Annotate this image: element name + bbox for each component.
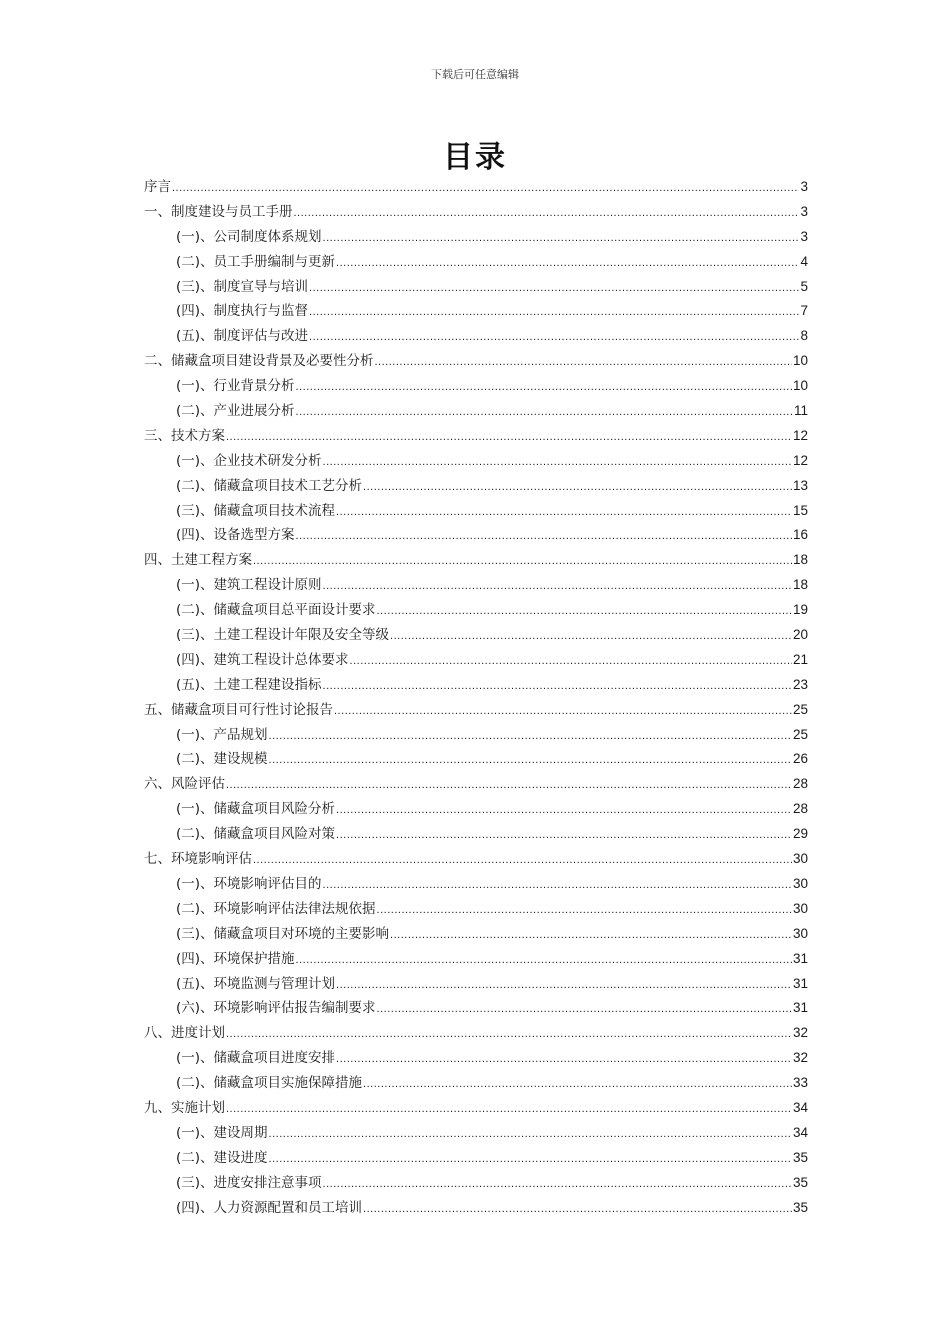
toc-entry-text: 二、储藏盒项目建设背景及必要性分析: [144, 353, 374, 370]
toc-page-number: 34: [792, 1099, 808, 1115]
toc-entry[interactable]: [144, 275, 808, 300]
toc-entry[interactable]: [144, 947, 808, 972]
toc-dot-leader: [269, 724, 792, 748]
toc-entry-text: 六、风险评估: [144, 776, 225, 793]
toc-entry-text: (五)、环境监测与管理计划: [176, 975, 336, 992]
toc-dot-leader: [269, 1122, 792, 1146]
toc-page-number: 34: [792, 1124, 808, 1140]
toc-dot-leader: [296, 524, 792, 548]
toc-page-number: 29: [792, 826, 808, 842]
toc-dot-leader: [309, 276, 799, 300]
toc-page-number: 30: [792, 900, 808, 916]
toc-page-number: 35: [792, 1174, 808, 1190]
toc-entry[interactable]: [144, 1171, 808, 1196]
toc-dot-leader: [172, 176, 799, 200]
toc-dot-leader: [269, 1147, 792, 1171]
toc-entry[interactable]: [144, 673, 808, 698]
toc-entry-text: (二)、储藏盒项目风险对策: [176, 826, 336, 843]
toc-dot-leader: [323, 450, 792, 474]
toc-entry[interactable]: [144, 1046, 808, 1071]
toc-entry-text: (二)、储藏盒项目技术工艺分析: [176, 477, 363, 494]
toc-entry[interactable]: [144, 996, 808, 1021]
toc-entry-text: (一)、储藏盒项目进度安排: [176, 1050, 336, 1067]
toc-page-number: 31: [792, 975, 808, 991]
toc-entry-text: 序言: [144, 179, 171, 195]
toc-page-number: 11: [793, 403, 808, 419]
toc-page-number: 3: [800, 203, 808, 219]
toc-dot-leader: [336, 1047, 792, 1071]
toc-entry[interactable]: [144, 499, 808, 524]
toc-dot-leader: [377, 599, 792, 623]
toc-entry-text: (二)、环境影响评估法律法规依据: [176, 900, 376, 917]
toc-entry-text: (五)、制度评估与改进: [176, 328, 309, 345]
toc-dot-leader: [336, 251, 799, 275]
toc-entry-text: (一)、储藏盒项目风险分析: [176, 801, 336, 818]
toc-entry[interactable]: [144, 698, 808, 723]
toc-dot-leader: [269, 748, 792, 772]
toc-page-number: 3: [800, 179, 808, 194]
toc-dot-leader: [377, 898, 792, 922]
toc-entry-text: (四)、建筑工程设计总体要求: [176, 651, 349, 668]
toc-entry[interactable]: [144, 847, 808, 872]
toc-entry[interactable]: [144, 399, 808, 424]
toc-entry-text: (一)、行业背景分析: [176, 378, 295, 395]
toc-entry[interactable]: [144, 747, 808, 772]
toc-entry-text: (二)、储藏盒项目总平面设计要求: [176, 602, 376, 619]
toc-page-number: 3: [800, 228, 808, 244]
table-of-contents: [144, 175, 808, 1220]
toc-page-number: 26: [792, 751, 808, 767]
toc-dot-leader: [363, 1197, 792, 1221]
toc-page-number: 20: [792, 627, 808, 643]
toc-entry[interactable]: [144, 897, 808, 922]
toc-entry[interactable]: [144, 972, 808, 997]
toc-page-number: 25: [792, 701, 808, 717]
toc-entry[interactable]: [144, 299, 808, 324]
toc-entry[interactable]: [144, 548, 808, 573]
toc-entry-text: (三)、制度宣导与培训: [176, 278, 309, 295]
toc-entry-text: (二)、储藏盒项目实施保障措施: [176, 1075, 363, 1092]
toc-entry-text: (一)、公司制度体系规划: [176, 228, 322, 245]
toc-dot-leader: [296, 948, 792, 972]
toc-page-number: 5: [800, 278, 808, 294]
toc-dot-leader: [336, 500, 792, 524]
toc-entry-text: 七、环境影响评估: [144, 851, 252, 868]
toc-entry-text: 五、储藏盒项目可行性讨论报告: [144, 701, 333, 718]
toc-title: 目录: [443, 140, 507, 175]
toc-page-number: 10: [792, 353, 808, 369]
toc-entry[interactable]: [144, 349, 808, 374]
toc-page-number: 7: [800, 303, 808, 319]
toc-page-number: 12: [792, 452, 808, 468]
toc-dot-leader: [226, 1022, 792, 1046]
toc-page-number: 13: [792, 477, 808, 493]
toc-entry[interactable]: [144, 922, 808, 947]
toc-page-number: 32: [792, 1050, 808, 1066]
toc-page-number: 33: [792, 1075, 808, 1091]
toc-page-number: 18: [792, 552, 808, 568]
toc-entry-text: (三)、进度安排注意事项: [176, 1174, 322, 1191]
toc-dot-leader: [336, 973, 792, 997]
toc-entry-text: (三)、土建工程设计年限及安全等级: [176, 627, 390, 644]
toc-dot-leader: [377, 997, 792, 1021]
toc-page-number: 19: [792, 602, 808, 618]
toc-page-number: 21: [792, 651, 808, 667]
toc-dot-leader: [253, 848, 792, 872]
toc-page-number: 35: [792, 1149, 808, 1165]
toc-entry-text: (四)、环境保护措施: [176, 950, 295, 967]
toc-entry[interactable]: [144, 449, 808, 474]
toc-entry-text: (四)、人力资源配置和员工培训: [176, 1199, 363, 1216]
toc-page-number: 18: [792, 577, 808, 593]
toc-entry[interactable]: [144, 1096, 808, 1121]
toc-entry-text: (五)、土建工程建设指标: [176, 676, 322, 693]
toc-entry-text: (二)、产业进展分析: [176, 403, 295, 420]
toc-dot-leader: [336, 798, 792, 822]
toc-entry[interactable]: [144, 175, 808, 200]
toc-page-number: 30: [792, 851, 808, 867]
toc-entry-text: (一)、环境影响评估目的: [176, 875, 322, 892]
toc-entry[interactable]: [144, 1146, 808, 1171]
toc-entry-text: (三)、储藏盒项目技术流程: [176, 502, 336, 519]
toc-entry[interactable]: [144, 374, 808, 399]
toc-dot-leader: [363, 1072, 792, 1096]
toc-entry-text: 九、实施计划: [144, 1099, 225, 1116]
toc-page-number: 28: [792, 801, 808, 817]
toc-entry[interactable]: [144, 474, 808, 499]
toc-entry[interactable]: [144, 797, 808, 822]
toc-dot-leader: [336, 823, 792, 847]
toc-page-number: 30: [792, 875, 808, 891]
toc-dot-leader: [323, 1172, 792, 1196]
toc-entry-text: 一、制度建设与员工手册: [144, 203, 293, 220]
toc-entry-text: (三)、储藏盒项目对环境的主要影响: [176, 925, 390, 942]
toc-entry-text: (二)、建设规模: [176, 751, 268, 768]
toc-dot-leader: [294, 201, 800, 225]
toc-entry-text: (二)、建设进度: [176, 1149, 268, 1166]
toc-dot-leader: [323, 574, 792, 598]
toc-page-number: 16: [792, 527, 808, 543]
toc-entry-text: (一)、企业技术研发分析: [176, 452, 322, 469]
toc-entry[interactable]: [144, 623, 808, 648]
toc-entry[interactable]: [144, 648, 808, 673]
toc-entry[interactable]: [144, 523, 808, 548]
toc-dot-leader: [323, 226, 800, 250]
toc-dot-leader: [226, 1097, 792, 1121]
toc-entry-text: 三、技术方案: [144, 427, 225, 444]
toc-page-number: 35: [792, 1199, 808, 1215]
toc-entry[interactable]: [144, 1196, 808, 1221]
toc-entry-text: (一)、建筑工程设计原则: [176, 577, 322, 594]
toc-page-number: 23: [792, 676, 808, 692]
toc-entry[interactable]: [144, 573, 808, 598]
toc-dot-leader: [226, 773, 792, 797]
toc-entry[interactable]: [144, 822, 808, 847]
toc-dot-leader: [253, 549, 792, 573]
toc-dot-leader: [350, 649, 792, 673]
toc-entry[interactable]: [144, 200, 808, 225]
toc-dot-leader: [390, 923, 792, 947]
toc-entry[interactable]: [144, 1071, 808, 1096]
toc-page-number: 25: [792, 726, 808, 742]
toc-dot-leader: [309, 325, 799, 349]
toc-entry-text: (二)、员工手册编制与更新: [176, 253, 336, 270]
toc-dot-leader: [323, 873, 792, 897]
toc-entry[interactable]: [144, 324, 808, 349]
toc-page-number: 30: [792, 925, 808, 941]
toc-page-number: 28: [792, 776, 808, 792]
toc-entry-text: (一)、产品规划: [176, 726, 268, 743]
toc-page-number: 15: [792, 502, 808, 518]
toc-dot-leader: [323, 674, 792, 698]
toc-dot-leader: [309, 300, 799, 324]
toc-dot-leader: [226, 425, 792, 449]
toc-page-number: 10: [792, 378, 808, 394]
toc-dot-leader: [375, 350, 792, 374]
toc-entry[interactable]: [144, 872, 808, 897]
toc-page-number: 31: [792, 1000, 808, 1016]
toc-entry[interactable]: [144, 424, 808, 449]
toc-entry-text: 四、土建工程方案: [144, 552, 252, 569]
toc-entry-text: (四)、设备选型方案: [176, 527, 295, 544]
toc-entry[interactable]: [144, 598, 808, 623]
toc-entry[interactable]: [144, 723, 808, 748]
toc-page-number: 8: [800, 328, 808, 344]
toc-dot-leader: [390, 624, 792, 648]
toc-entry[interactable]: [144, 250, 808, 275]
toc-entry-text: (四)、制度执行与监督: [176, 303, 309, 320]
toc-entry[interactable]: [144, 225, 808, 250]
toc-entry[interactable]: [144, 1021, 808, 1046]
toc-entry[interactable]: [144, 1121, 808, 1146]
toc-dot-leader: [296, 375, 792, 399]
toc-dot-leader: [296, 400, 793, 424]
toc-page-number: 12: [792, 427, 808, 443]
toc-entry[interactable]: [144, 772, 808, 797]
toc-page-number: 31: [792, 950, 808, 966]
toc-page-number: 4: [800, 253, 808, 269]
toc-entry-text: 八、进度计划: [144, 1025, 225, 1042]
toc-dot-leader: [363, 475, 792, 499]
toc-dot-leader: [334, 699, 792, 723]
toc-page-number: 32: [792, 1025, 808, 1041]
header-note: 下载后可任意编辑: [431, 68, 519, 81]
toc-entry-text: (一)、建设周期: [176, 1124, 268, 1141]
toc-entry-text: (六)、环境影响评估报告编制要求: [176, 1000, 376, 1017]
